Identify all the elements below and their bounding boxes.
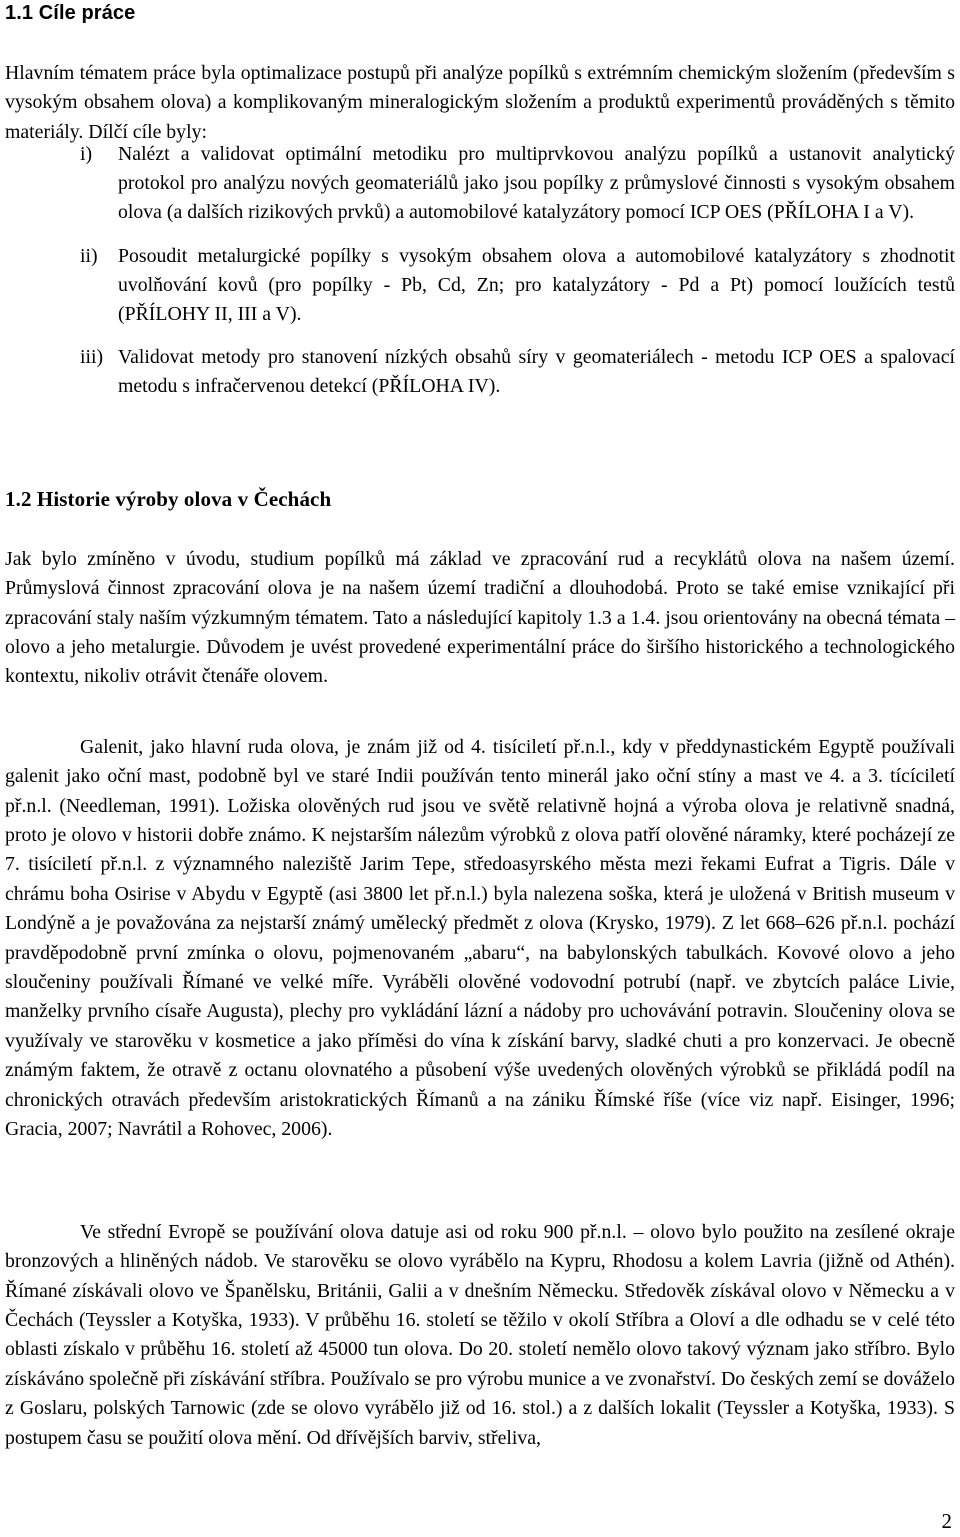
goal-marker: iii) xyxy=(80,346,104,369)
goal-text: Validovat metody pro stanovení nízkých obsahů síry v geomateriálech - metodu ICP OES a spalovací metodu s infračervenou detekcí (PŘÍLOHA IV). xyxy=(118,346,955,398)
goal-item xyxy=(5,140,955,228)
section-heading-history: 1.2 Historie výroby olova v Čechách xyxy=(5,487,332,511)
section-heading-goals: 1.1 Cíle práce xyxy=(5,2,136,24)
goal-item xyxy=(5,242,955,330)
history-paragraph-3: Ve střední Evropě se používání olova datuje asi od roku 900 př.n.l. – olovo bylo použito na zesílené okraje bronzových a hliněných nádob. Ve starověku se olovo vyrábělo na Kypru, Rhodosu a kolem Lavria (jižně od Athén). Římané získávali olovo ve Španělsku, Británii, Galii a v dnešním Německu. Středověk získával olovo v Německu a v Čechách (Teyssler a Kotyška, 1933). V průběhu 16. století se těžilo v okolí Stříbra a Oloví a dle odhadu se v celé této oblasti získalo v průběhu 16. století až 45000 tun olova. Do 20. století nemělo olovo takový význam jako stříbro. Bylo získáváno společně při získávání stříbra. Používalo se pro výrobu munice a ve zvonařství. Do českých zemí se dováželo z Goslaru, polských Tarnowic (zde se olovo vyrábělo již od 16. stol.) a z dalších lokalit (Teyssler a Kotyška, 1933). S postupem času se použití olova mění. Od dřívějších barviv, střeliva, xyxy=(5,1220,955,1449)
page-number: 2 xyxy=(941,1509,952,1533)
intro-paragraph: Hlavním tématem práce byla optimalizace postupů při analýze popílků s extrémním chemickým složením (především s vysokým obsahem olova) a komplikovaným mineralogickým složením a produktů experimentů prováděných s těmito materiály. Dílčí cíle byly: xyxy=(5,61,955,143)
goal-item xyxy=(5,343,955,401)
history-paragraph-1: Jak bylo zmíněno v úvodu, studium popílků má základ ve zpracování rud a recyklátů olova na našem území. Průmyslová činnost zpracování olova je na našem území tradiční a dlouhodobá. Proto se také emise vznikající při zpracování staly naším výzkumným tématem. Tato a následující kapitoly 1.3 a 1.4. jsou orientovány na obecná témata – olovo a jeho metalurgie. Důvodem je uvést provedené experimentální práce do širšího historického a technologického kontextu, nikoliv otrávit čtenáře olovem. xyxy=(5,547,955,688)
goal-marker: ii) xyxy=(80,244,98,267)
goal-marker: i) xyxy=(80,143,93,165)
goal-text: Posoudit metalurgické popílky s vysokým obsahem olova a automobilové katalyzátory s zhodnotit uvolňování kovů (pro popílky - Pb, Cd, Zn; pro katalyzátory - Pd a Pt) pomocí loužících testů (PŘÍLOHY II, III a V). xyxy=(118,244,955,326)
goals-list xyxy=(5,140,955,416)
goal-text: Nalézt a validovat optimální metodiku pro multiprvkovou analýzu popílků a ustanovit analytický protokol pro analýzu nových geomateriálů jako jsou popílky z průmyslové činnosti s vysokým obsahem olova (a dalších rizikových prvků) a automobilové katalyzátory pomocí ICP OES (PŘÍLOHA I a V). xyxy=(118,143,955,224)
history-paragraph-2: Galenit, jako hlavní ruda olova, je znám již od 4. tisíciletí př.n.l., kdy v předdynastickém Egyptě používali galenit jako oční mast, podobně byl ve staré Indii používán tento minerál jako oční stíny a mast ve 4. a 3. tícíciletí př.n.l. (Needleman, 1991). Ložiska olověných rud jsou ve světě relativně hojná a výroba olova je relativně snadná, proto je olovo v historii dobře známo. K nejstarším nálezům výrobků z olova patří olověné náramky, které pocházejí ze 7. tisíciletí př.n.l. z významného naleziště Jarim Tepe, středoasyrského města mezi řekami Eufrat a Tigris. Dále v chrámu boha Osirise v Abydu v Egyptě (asi 3800 let př.n.l.) byla nalezena soška, která je uložená v British museum v Londýně a je považována za nejstarší známý umělecký předmět z olova (Krysko, 1979). Z let 668–626 př.n.l. pochází pravděpodobně první zmínka o olovu, pojmenovaném „abaru“, na babylonských tabulkách. Kovové olovo a jeho sloučeniny používali Římané ve velké míře. Vyráběli olověné vodovodní potrubí (např. ve zbytcích paláce Livie, manželky prvního císaře Augusta), plechy pro vykládání lázní a nádoby pro uchovávání potravin. Sloučeniny olova se využívaly ve starověku v kosmetice a jako příměsi do vína k získání barvy, sladké chuti a pro konzervaci. Je obecně známým faktem, že otravě z octanu olovnatého a působení výše uvedených olověných výrobků se přikládá podíl na chronických otravách především aristokratických Římanů a na zániku Římské říše (více viz např. Eisinger, 1996; Gracia, 2007; Navrátil a Rohovec, 2006). xyxy=(5,735,955,1141)
document-page xyxy=(5,0,955,1537)
